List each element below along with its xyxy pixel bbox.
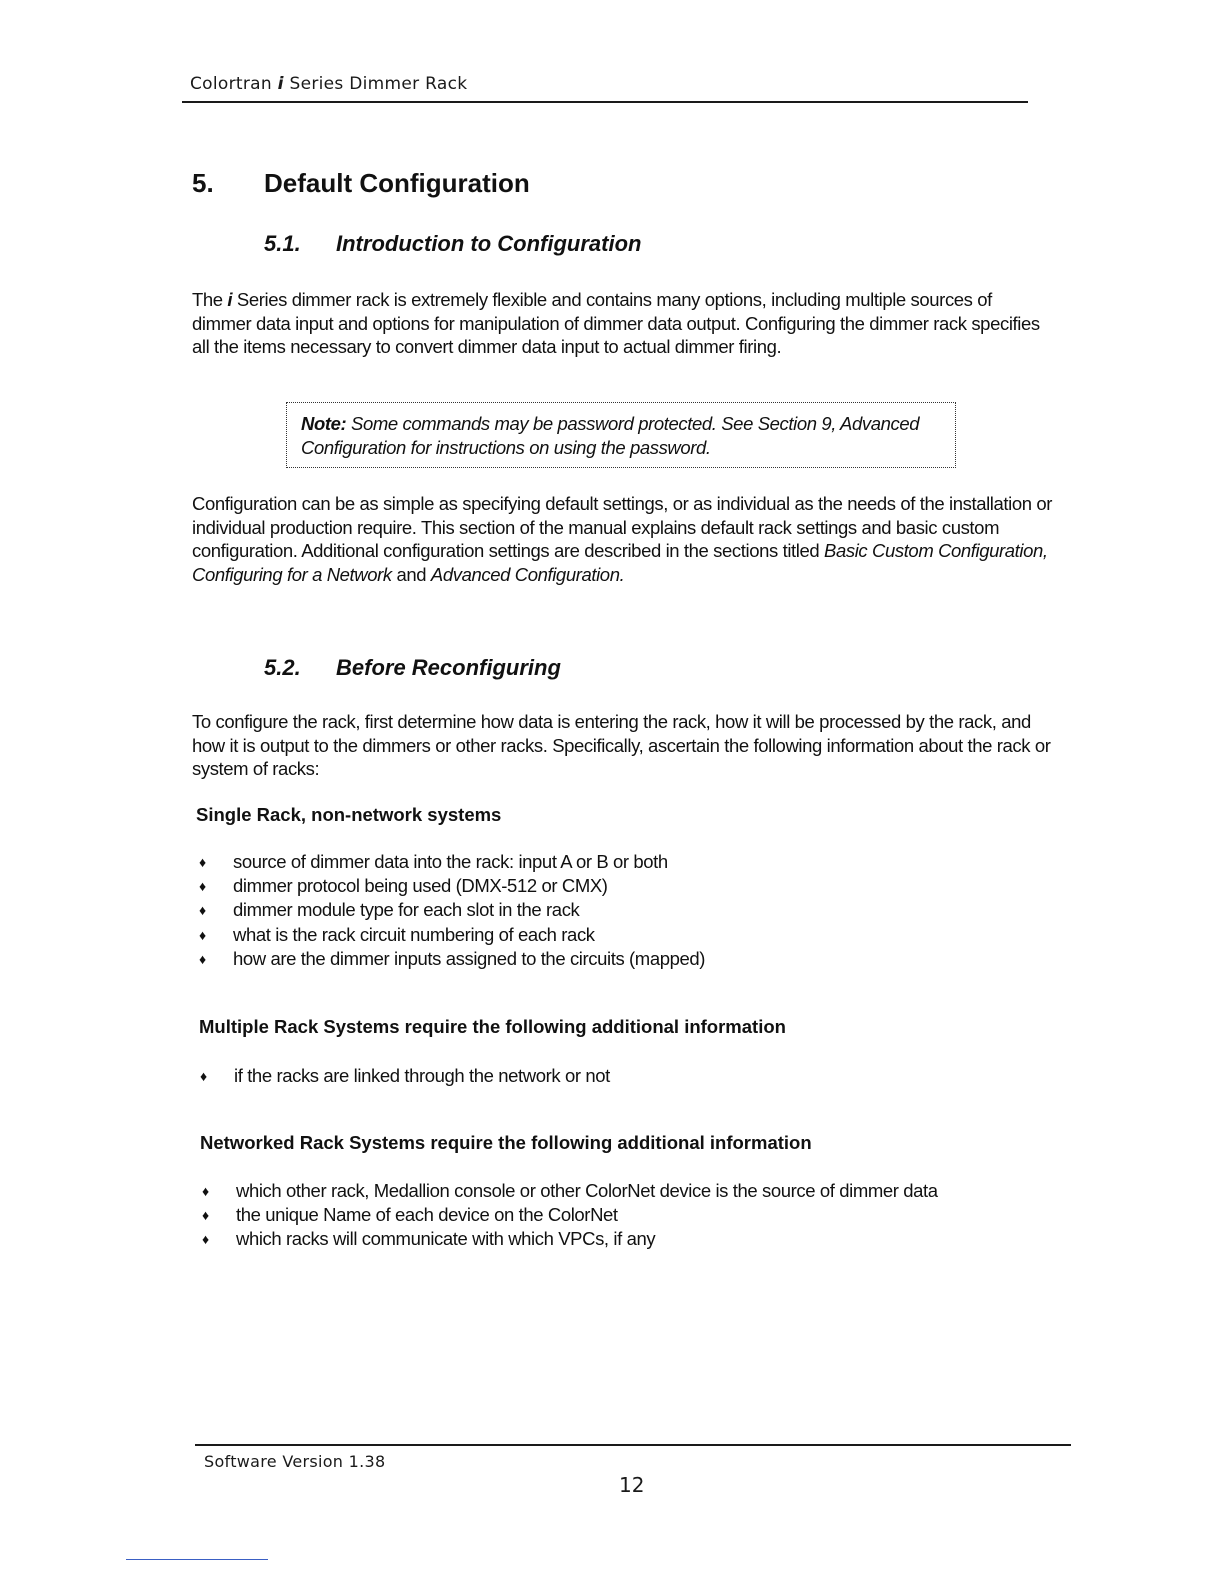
list-item [199,874,705,898]
subsection-heading-intro [264,231,642,257]
bullet-icon: ♦ [202,1231,209,1248]
config-and: and [391,563,431,585]
note-text [301,412,941,459]
note-box [286,402,956,468]
running-header [190,74,467,94]
single-rack-list [199,850,705,971]
bullet-icon: ♦ [202,1207,209,1224]
subsection-title: Before Reconfiguring [336,655,561,680]
before-text: To configure the rack, first determine how data is entering the rack, how it will be processed by the rack, and how it is output to the dimmers or other racks. Specifically, ascertain the following information about the rack or system of racks: [192,711,1051,779]
single-rack-heading: Single Rack, non-network systems [196,804,502,825]
list-item-text: the unique Name of each device on the ColorNet [236,1204,618,1226]
list-item-text: dimmer protocol being used (DMX-512 or CMX) [233,875,608,897]
bullet-icon: ♦ [199,950,206,967]
config-ref-advanced: Advanced Configuration. [430,563,625,585]
subsection-number: 5.1. [264,231,301,256]
config-paragraph [192,492,1052,586]
subsection-number: 5.2. [264,655,301,680]
subsection-title: Introduction to Configuration [336,231,642,256]
list-item [202,1227,938,1251]
header-title-part: Colortran [190,74,278,94]
multiple-rack-list [200,1064,610,1088]
list-item-text: which racks will communicate with which VPCs, if any [236,1228,656,1250]
list-item [200,1064,610,1088]
bullet-icon: ♦ [199,854,206,870]
bullet-icon: ♦ [199,926,206,943]
section-heading [192,168,530,199]
bottom-rule [126,1559,268,1560]
list-item [202,1203,938,1227]
config-text: Configuration can be as simple as specifying default settings, or as individual as the needs of the installation or individual production require. This section of the manual explains default rack settings and basic custom configuration. Additional configuration settings are described in the sections titled [192,493,1053,561]
header-title-italic: i [277,74,284,94]
config-ref-basic-network: Basic Custom Configuration, Configuring for a Network [192,540,1048,585]
section-number: 5. [192,168,214,198]
list-item-text: dimmer module type for each slot in the rack [233,899,580,921]
networked-rack-list [202,1179,938,1252]
list-item-text: which other rack, Medallion console or other ColorNet device is the source of dimmer data [236,1180,938,1201]
section-title: Default Configuration [264,168,530,198]
footer-rule [195,1444,1071,1446]
header-rule [182,101,1028,103]
bullet-icon: ♦ [199,902,206,919]
bullet-icon: ♦ [202,1183,209,1199]
list-item [199,850,705,874]
list-item [202,1179,938,1203]
list-item-text: what is the rack circuit numbering of each rack [233,923,595,945]
list-item [199,923,705,947]
subsection-heading-before [264,655,561,681]
bullet-icon: ♦ [200,1068,207,1084]
list-item-text: if the racks are linked through the network or not [234,1065,610,1086]
list-item [199,947,705,971]
intro-lead: The [192,289,228,310]
list-item-text: source of dimmer data into the rack: input A or B or both [233,851,668,872]
bullet-icon: ♦ [199,878,206,895]
intro-text: Series dimmer rack is extremely flexible and contains many options, including multiple sources of dimmer data input and options for manipulation of dimmer data output. Configuring the dimmer rack specifies all the items necessary to convert dimmer data input to actual dimmer firing. [192,289,1040,357]
note-label: Note: [301,413,347,434]
networked-rack-heading: Networked Rack Systems require the following additional information [200,1132,812,1153]
multiple-rack-heading: Multiple Rack Systems require the following additional information [199,1016,786,1037]
before-paragraph [192,710,1052,781]
note-body: Some commands may be password protected. See Section 9, Advanced Configuration for instructions on using the password. [301,413,920,458]
list-item [199,898,705,922]
intro-i-glyph: i [227,289,233,310]
list-item-text: how are the dimmer inputs assigned to the circuits (mapped) [233,947,706,969]
intro-paragraph [192,288,1052,359]
page-number: 12 [619,1473,645,1497]
footer-software-version: Software Version 1.38 [204,1452,386,1471]
header-title-part-end: Series Dimmer Rack [283,74,468,94]
